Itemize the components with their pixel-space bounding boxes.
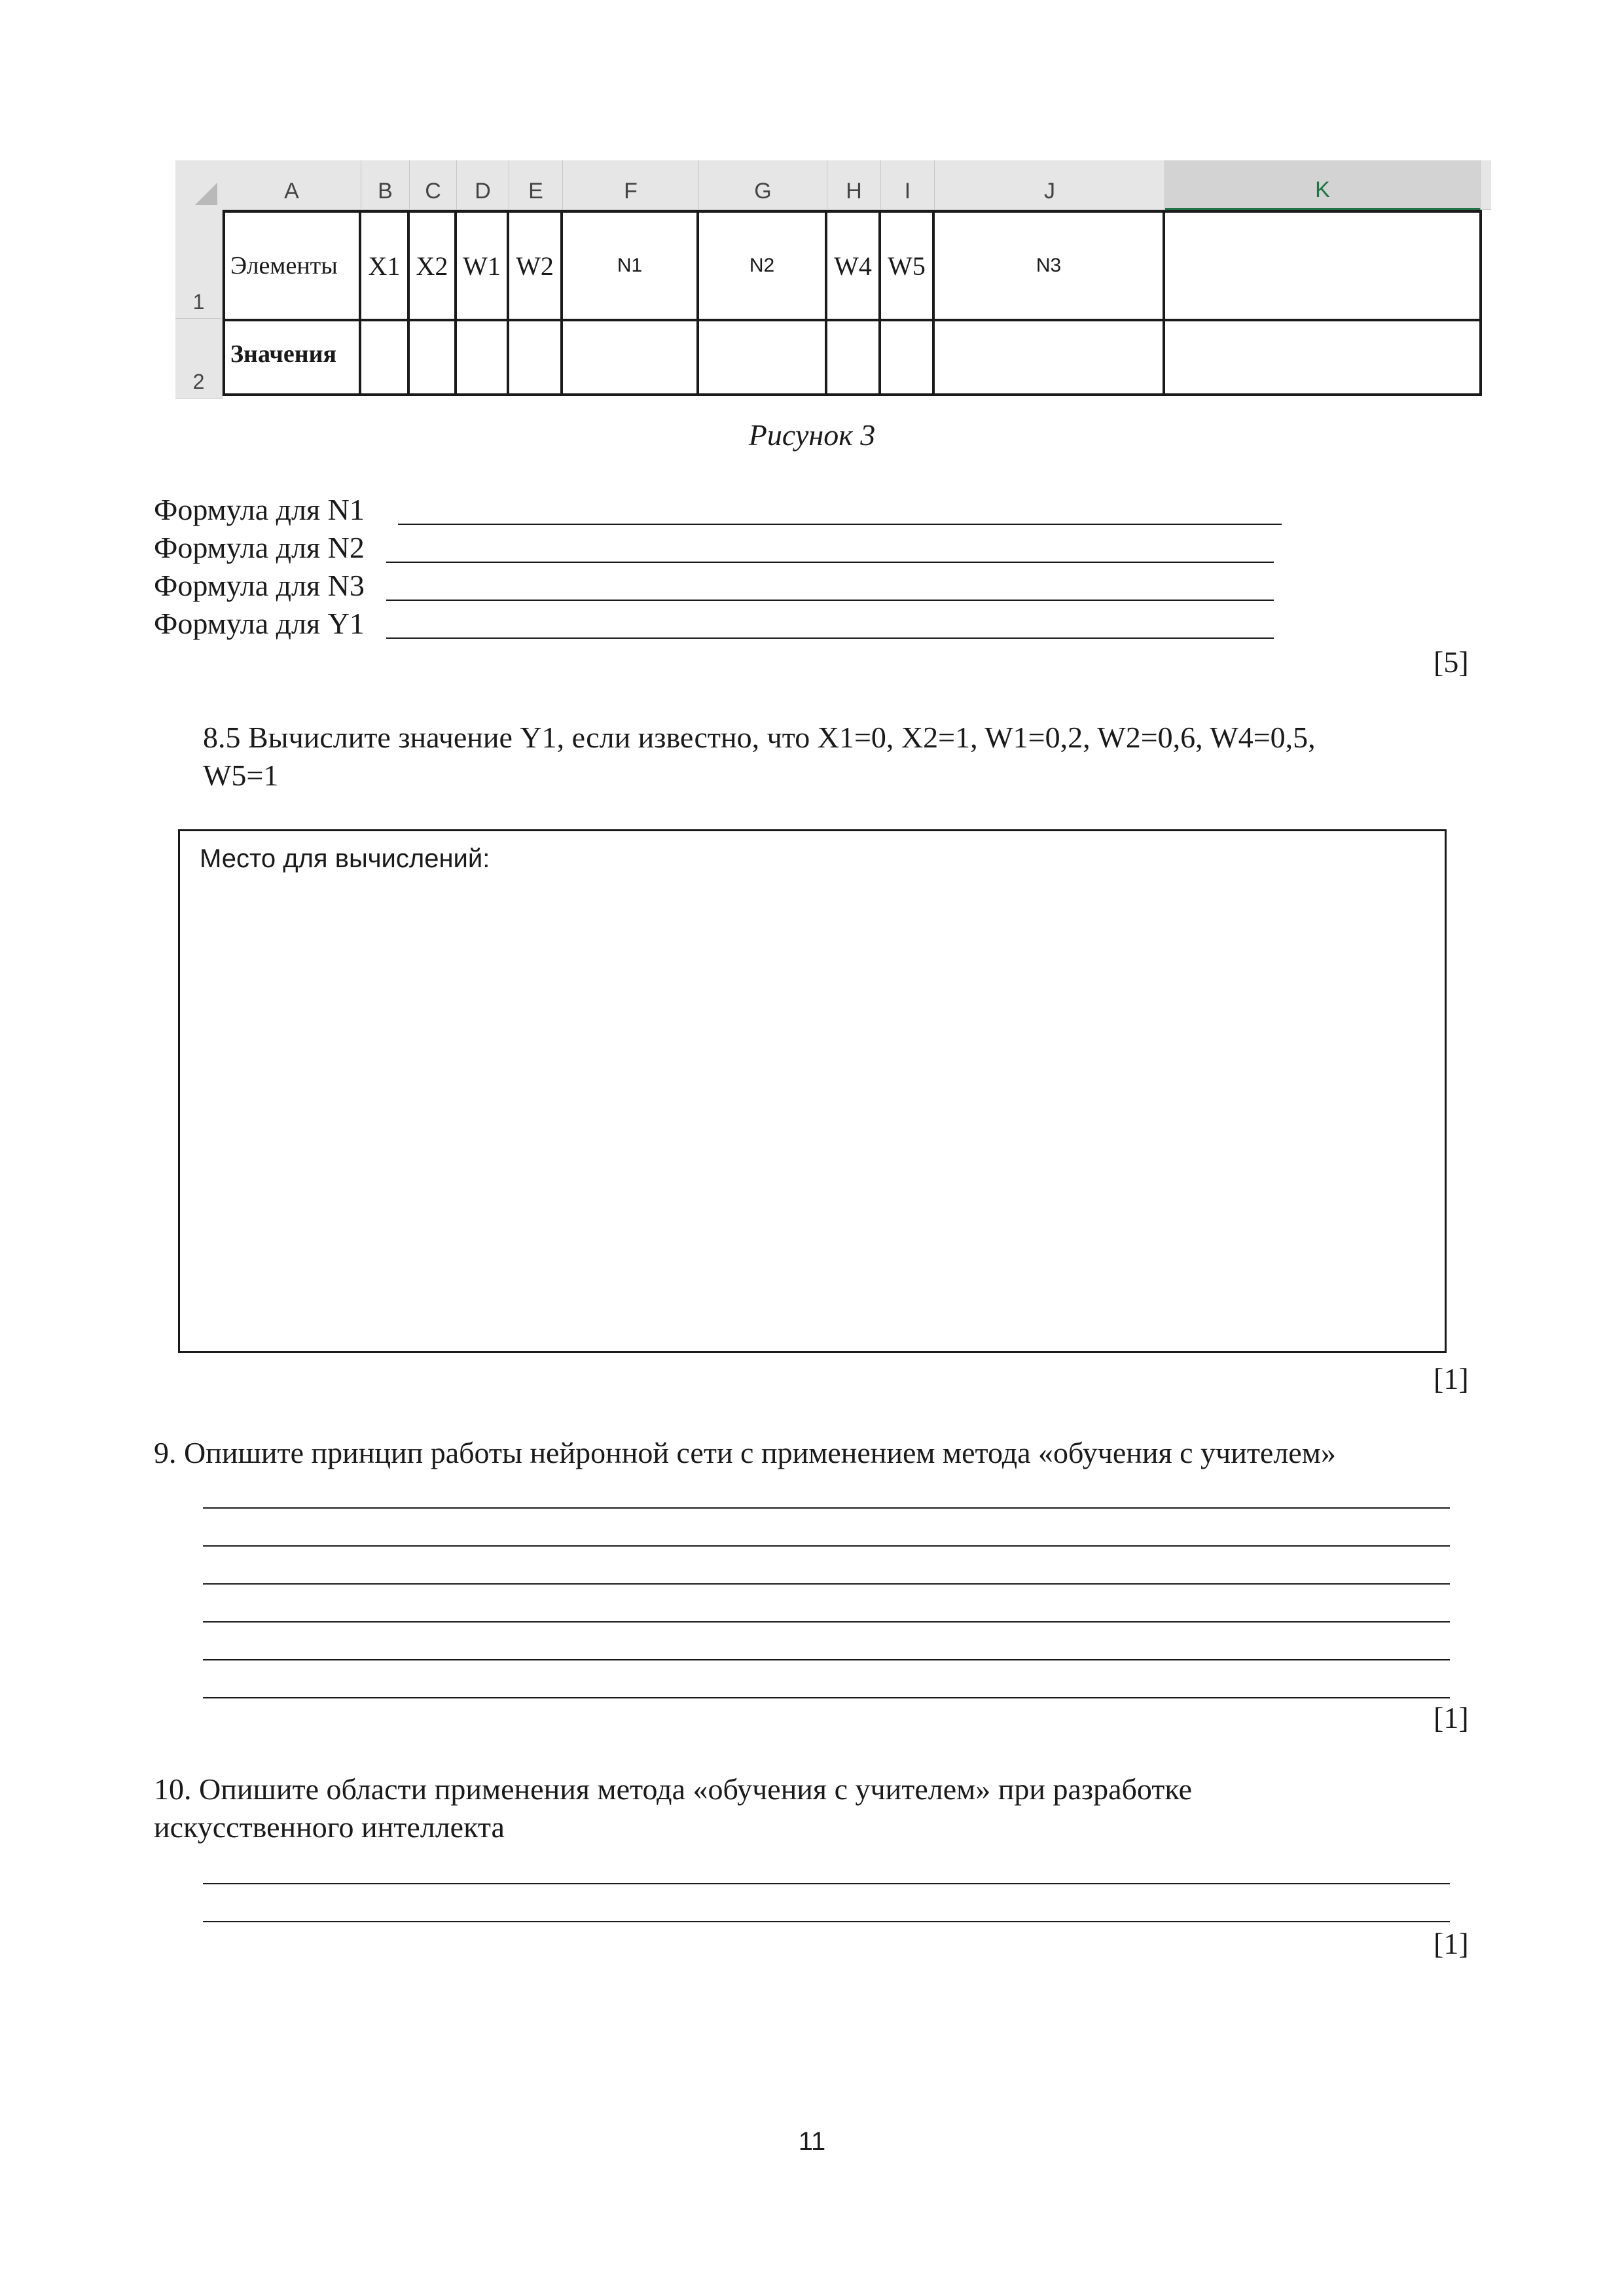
formula-n1-label: Формула для N1	[154, 493, 365, 526]
figure-caption: Рисунок 3	[748, 418, 876, 452]
cell-k2[interactable]	[1165, 321, 1482, 396]
cell-k1[interactable]	[1165, 210, 1482, 321]
cell-i2[interactable]	[881, 321, 935, 396]
row-header-1[interactable]: 1	[175, 210, 223, 319]
cell-c2[interactable]	[410, 321, 457, 396]
task-9-text: 9. Опишите принцип работы нейронной сети с применением метода «обучения с учителем»	[154, 1436, 1336, 1469]
formula-n1-answer-line[interactable]	[398, 524, 1282, 525]
cell-g2[interactable]	[699, 321, 827, 396]
column-header-d[interactable]: D	[457, 160, 509, 210]
cell-h1[interactable]: W4	[827, 210, 881, 321]
task-8-5-text-line1: 8.5 Вычислите значение Y1, если известно, что X1=0, X2=1, W1=0,2, W2=0,6, W4=0,5,	[203, 721, 1316, 754]
cell-a1[interactable]: Элементы	[223, 210, 361, 321]
column-header-b[interactable]: B	[361, 160, 410, 210]
formula-n3-label: Формула для N3	[154, 569, 365, 602]
cell-d1[interactable]: W1	[457, 210, 509, 321]
formula-n3-answer-line[interactable]	[386, 600, 1274, 601]
column-header-f[interactable]: F	[563, 160, 699, 210]
score-formulas: [5]	[1434, 645, 1469, 679]
calculation-box-label: Место для вычислений:	[200, 844, 490, 873]
task-9-answer-line-6[interactable]	[203, 1697, 1450, 1698]
cell-j1[interactable]: N3	[935, 210, 1165, 321]
cell-f2[interactable]	[563, 321, 699, 396]
task-9-answer-line-1[interactable]	[203, 1507, 1450, 1509]
cell-e2[interactable]	[509, 321, 563, 396]
cell-i1[interactable]: W5	[881, 210, 935, 321]
task-9-answer-line-5[interactable]	[203, 1659, 1450, 1660]
cell-d2[interactable]	[457, 321, 509, 396]
select-all-triangle-icon	[195, 183, 217, 205]
spreadsheet-figure	[175, 160, 1491, 403]
column-header-k[interactable]: K	[1165, 160, 1481, 210]
task-9-answer-line-3[interactable]	[203, 1583, 1450, 1585]
formula-y1-label: Формула для Y1	[154, 607, 365, 640]
select-all-corner[interactable]	[175, 160, 223, 211]
cell-c1[interactable]: X2	[410, 210, 457, 321]
score-task-8-5: [1]	[1434, 1362, 1469, 1395]
formula-y1-answer-line[interactable]	[386, 637, 1274, 639]
cell-e1[interactable]: W2	[509, 210, 563, 321]
cell-b2[interactable]	[361, 321, 410, 396]
column-header-e[interactable]: E	[509, 160, 563, 210]
formula-n2-label: Формула для N2	[154, 531, 365, 564]
calculation-box[interactable]	[178, 829, 1447, 1353]
page-number: 11	[798, 2127, 826, 2156]
formula-n2-answer-line[interactable]	[386, 562, 1274, 563]
task-9-answer-line-2[interactable]	[203, 1545, 1450, 1547]
cell-g1[interactable]: N2	[699, 210, 827, 321]
task-10-text-line2: искусственного интеллекта	[154, 1810, 505, 1844]
task-10-answer-line-2[interactable]	[203, 1921, 1450, 1922]
column-header-i[interactable]: I	[881, 160, 935, 210]
row-header-2[interactable]: 2	[175, 319, 223, 399]
score-task-9: [1]	[1434, 1701, 1469, 1734]
cell-j2[interactable]	[935, 321, 1165, 396]
column-header-overflow	[1481, 160, 1491, 210]
task-9-answer-line-4[interactable]	[203, 1621, 1450, 1623]
cell-a2[interactable]: Значения	[223, 321, 361, 396]
column-header-c[interactable]: C	[410, 160, 457, 210]
column-header-a[interactable]: A	[223, 160, 361, 210]
score-task-10: [1]	[1434, 1927, 1469, 1960]
task-8-5-text-line2: W5=1	[203, 759, 279, 792]
column-header-j[interactable]: J	[935, 160, 1165, 210]
cell-h2[interactable]	[827, 321, 881, 396]
cell-f1[interactable]: N1	[563, 210, 699, 321]
cell-b1[interactable]: X1	[361, 210, 410, 321]
column-header-g[interactable]: G	[699, 160, 827, 210]
task-10-answer-line-1[interactable]	[203, 1883, 1450, 1884]
task-10-text-line1: 10. Опишите области применения метода «обучения с учителем» при разработке	[154, 1772, 1193, 1806]
column-header-h[interactable]: H	[827, 160, 881, 210]
